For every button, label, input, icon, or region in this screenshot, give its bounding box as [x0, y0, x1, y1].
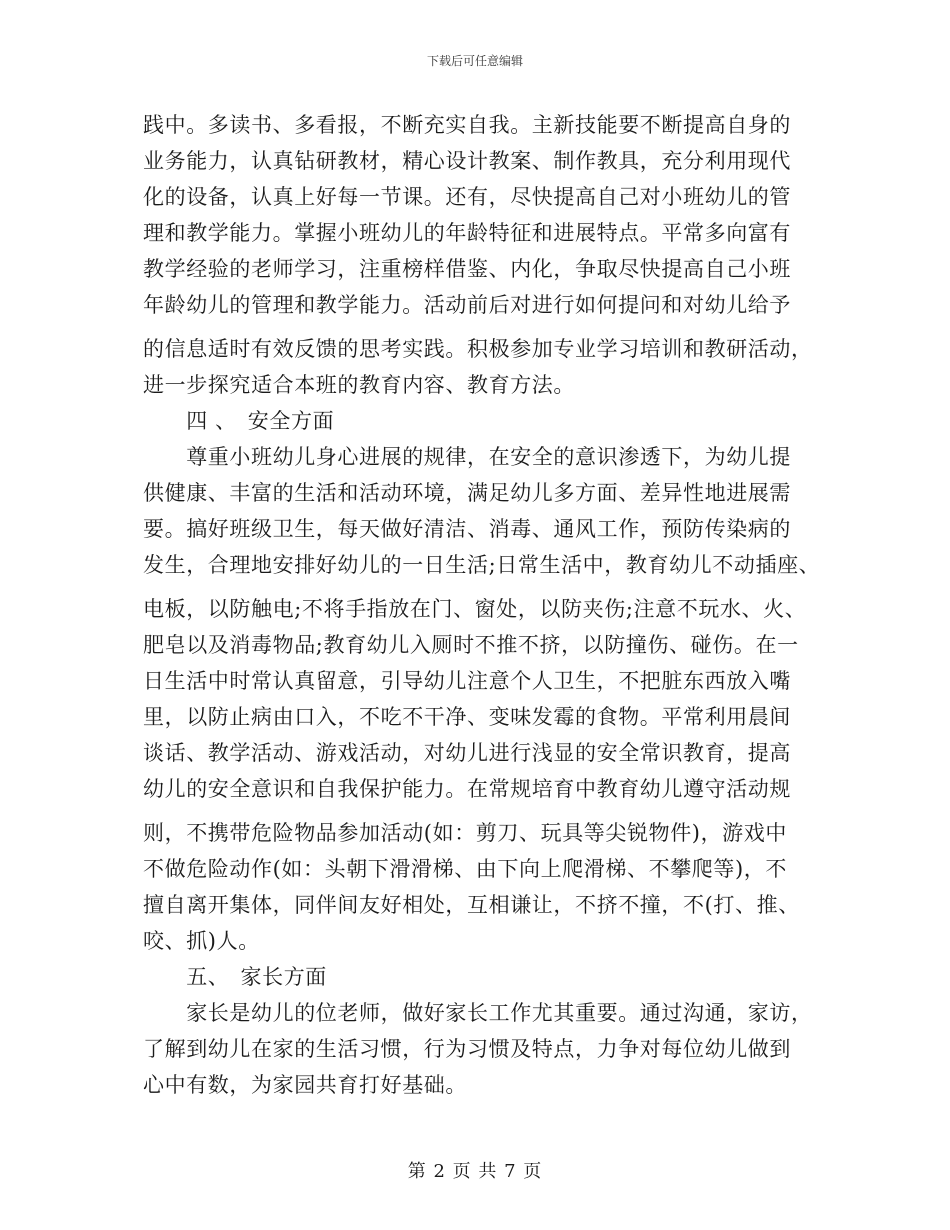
body-line: 尊重小班幼儿身心进展的规律，在安全的意识渗透下，为幼儿提 [143, 445, 791, 469]
body-line: 的信息适时有效反馈的思考实践。积极参加专业学习培训和教研活动， [143, 337, 813, 361]
body-line: 家长是幼儿的位老师，做好家长工作尤其重要。通过沟通，家访， [143, 1001, 813, 1025]
body-line: 践中。多读书、多看报，不断充实自我。主新技能要不断提高自身的 [143, 113, 791, 137]
body-line: 电板，以防触电;不将手指放在门、窗处，以防夹伤;注意不玩水、火、 [143, 597, 807, 621]
body-line: 供健康、丰富的生活和活动环境，满足幼儿多方面、差异性地进展需 [143, 481, 791, 505]
page-number: 第 2 页 共 7 页 [407, 1161, 543, 1182]
body-line: 要。搞好班级卫生，每天做好清洁、消毒、通风工作，预防传染病的 [143, 517, 791, 541]
body-line: 发生，合理地安排好幼儿的一日生活;日常生活中，教育幼儿不动插座、 [143, 553, 821, 577]
body-line: 教学经验的老师学习，注重榜样借鉴、内化，争取尽快提高自己小班 [143, 257, 791, 281]
body-line: 不做危险动作(如：头朝下滑滑梯、由下向上爬滑梯、不攀爬等)，不 [143, 857, 787, 881]
body-line: 理和教学能力。掌握小班幼儿的年龄特征和进展特点。平常多向富有 [143, 221, 791, 245]
body-line: 擅自离开集体，同伴间友好相处，互相谦让，不挤不撞，不(打、推、 [143, 893, 800, 917]
body-line: 里，以防止病由口入，不吃不干净、变味发霉的食物。平常利用晨间 [143, 705, 791, 729]
body-line: 年龄幼儿的管理和教学能力。活动前后对进行如何提问和对幼儿给予 [143, 293, 791, 317]
body-line: 化的设备，认真上好每一节课。还有，尽快提高自己对小班幼儿的管 [143, 185, 791, 209]
body-line: 日生活中时常认真留意，引导幼儿注意个人卫生，不把脏东西放入嘴 [143, 669, 791, 693]
body-line: 了解到幼儿在家的生活习惯，行为习惯及特点，力争对每位幼儿做到 [143, 1037, 791, 1061]
body-line: 则，不携带危险物品参加活动(如：剪刀、玩具等尖锐物件)，游戏中 [143, 821, 787, 845]
body-line: 业务能力，认真钻研教材，精心设计教案、制作教具，充分利用现代 [143, 149, 791, 173]
section-heading-parents: 五、 家长方面 [143, 965, 327, 989]
body-line: 进一步探究适合本班的教育内容、教育方法。 [143, 373, 575, 397]
page-header: 下载后可任意编辑 [426, 54, 523, 68]
section-heading-safety: 四 、 安全方面 [143, 409, 335, 433]
body-line: 幼儿的安全意识和自我保护能力。在常规培育中教育幼儿遵守活动规 [143, 777, 791, 801]
body-line: 肥皂以及消毒物品;教育幼儿入厕时不推不挤，以防撞伤、碰伤。在一 [143, 633, 799, 657]
body-line: 心中有数，为家园共育打好基础。 [143, 1073, 467, 1097]
body-line: 咬、抓)人。 [143, 929, 260, 953]
body-line: 谈话、教学活动、游戏活动，对幼儿进行浅显的安全常识教育，提高 [143, 741, 791, 765]
